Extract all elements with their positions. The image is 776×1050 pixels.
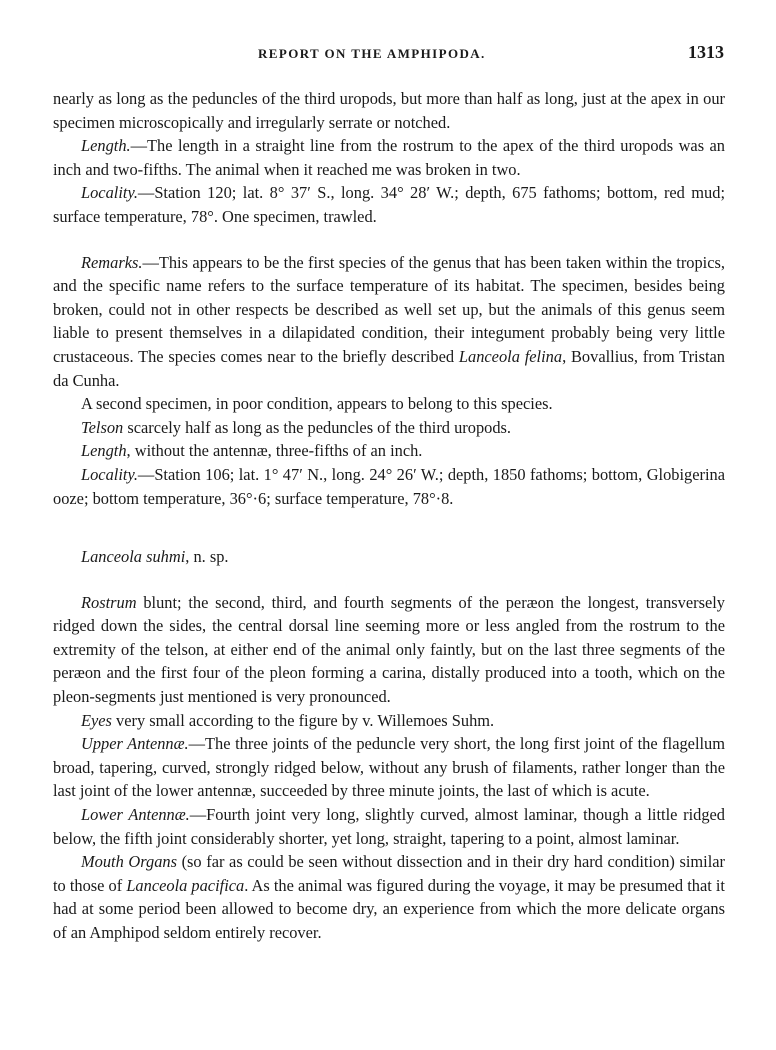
text-run: A second specimen, in poor condition, appears to belong to this species. — [81, 394, 553, 414]
species-heading — [53, 545, 725, 569]
body-text — [53, 87, 725, 945]
species-name: Lanceola suhmi — [81, 547, 186, 567]
running-title: REPORT ON THE AMPHIPODA. — [258, 46, 486, 61]
paragraph-lower-antennae — [53, 803, 725, 850]
paragraph-telson — [53, 416, 725, 440]
italic-heading: Locality. — [81, 464, 138, 484]
italic-heading: Upper Antennæ. — [81, 734, 189, 754]
text-run: very small according to the figure by v. Willemoes Suhm. — [111, 710, 495, 730]
italic-heading: Length. — [81, 136, 131, 156]
paragraph-length — [53, 134, 725, 181]
species-name: Lanceola pacifica — [126, 875, 245, 895]
text-run: , without the antennæ, three-fifths of an inch. — [126, 441, 423, 461]
italic-heading: Telson — [81, 417, 124, 437]
text-run: —Fourth joint very long, slightly curved, almost laminar, though a little ridged below, the fifth joint considerably shorter, yet long, straight, tapering to a point, almost laminar. — [53, 805, 725, 848]
paragraph-remarks — [53, 251, 725, 393]
paragraph-second-specimen — [53, 392, 725, 416]
text-run: —The length in a straight line from the rostrum to the apex of the third uropods was an inch and two-fifths. The animal when it reached me was broken in two. — [53, 136, 725, 179]
italic-heading: Mouth Organs — [81, 852, 177, 872]
text-run: —The three joints of the peduncle very short, the long first joint of the flagellum broad, tapering, curved, strongly ridged below, without any brush of filaments, rather longer than the last joint of the lower antennæ, succeeded by three minute joints, the last of which is acute. — [53, 734, 726, 801]
running-header — [0, 40, 776, 64]
paragraph-upper-antennae — [53, 732, 725, 803]
text-run: —Station 106; lat. 1° 47′ N., long. 24° 26′ W.; depth, 1850 fathoms; bottom, Globigerina ooze; bottom temperature, 36°·6; surface temperature, 78°·8. — [53, 464, 725, 508]
italic-heading: Remarks. — [81, 252, 143, 272]
species-name: Lanceola felina — [458, 346, 563, 366]
italic-heading: Lower Antennæ. — [81, 805, 190, 825]
text-run: blunt; the second, third, and fourth segments of the peræon the longest, transversely ridged down the sides, the central dorsal line seeming more or less angled from the rostrum to the extremity of the telson, at either end of the animal only faintly, but on the last three segments of the peræon and the first four of the pleon forming a carina, distally produced into a tooth, which on the pleon-segments just mentioned is very pronounced. — [53, 592, 725, 707]
text-run: nearly as long as the peduncles of the third uropods, but more than half as long, just at the apex in our specimen microscopically and irregularly serrate or notched. — [53, 89, 725, 132]
paragraph-eyes — [53, 709, 725, 733]
text-run: scarcely half as long as the peduncles of the third uropods. — [123, 417, 512, 437]
paragraph-rostrum — [53, 591, 725, 709]
page-number: 1313 — [688, 42, 724, 62]
text-run: , Bovallius, from Tristan da Cunha. — [53, 346, 725, 390]
italic-heading: Rostrum — [81, 592, 137, 612]
paragraph-length-2 — [53, 439, 725, 463]
text-run: (so far as could be seen without dissection and in their dry hard condition) similar to those of — [53, 852, 725, 895]
italic-heading: Eyes — [81, 710, 112, 730]
text-run: . As the animal was figured during the voyage, it may be presumed that it had at some period been allowed to become dry, an experience from which the more delicate organs of an Amphipod seldom entirely recover. — [53, 875, 725, 942]
italic-heading: Locality. — [81, 183, 138, 203]
italic-heading: Length — [81, 441, 127, 461]
paragraph-continuation — [53, 87, 725, 134]
paragraph-locality-2 — [53, 463, 725, 510]
paragraph-mouth-organs — [53, 850, 725, 944]
text-run: —Station 120; lat. 8° 37′ S., long. 34° 28′ W.; depth, 675 fathoms; bottom, red mud; surface temperature, 78°. One specimen, trawled. — [53, 183, 725, 226]
text-run: , n. sp. — [185, 547, 229, 567]
text-run: —This appears to be the first species of the genus that has been taken within the tropics, and the specific name refers to the surface temperature of its habitat. The specimen, besides being broken, could not in other respects be described as well set up, but the animals of this genus seem liable to present themselves in a dilapidated condition, their integument probably being very little crustaceous. The species comes near to the briefly described — [53, 252, 725, 366]
paragraph-locality — [53, 181, 725, 228]
